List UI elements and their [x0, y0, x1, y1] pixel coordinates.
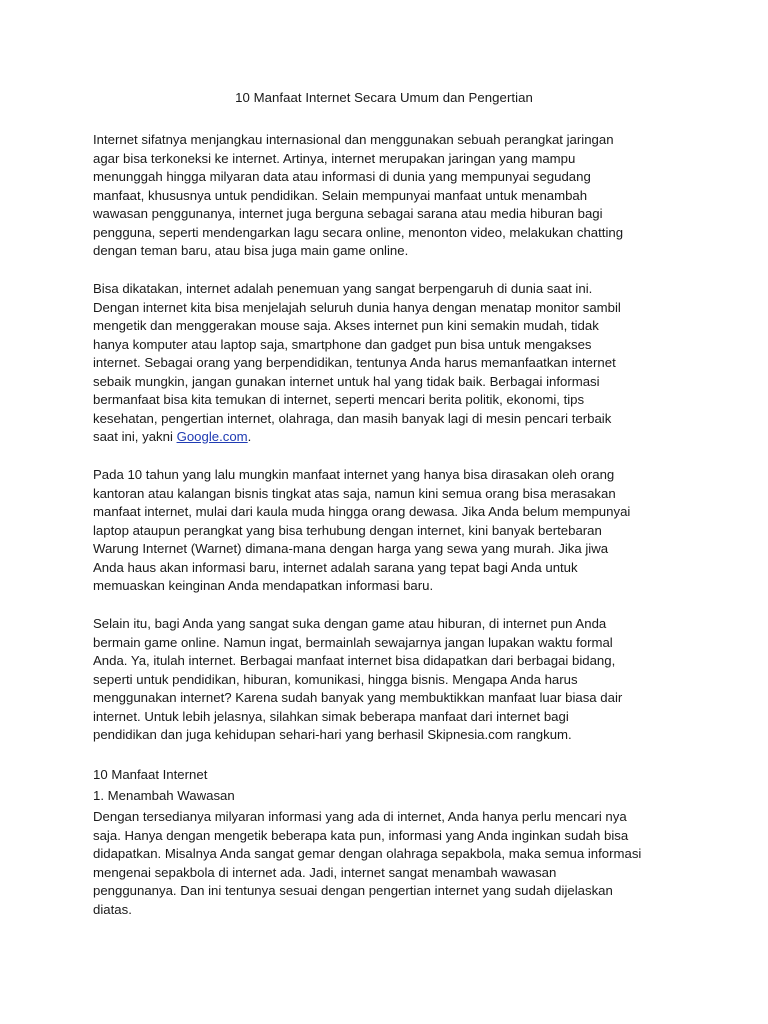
text-line: saja. Hanya dengan mengetik beberapa kata pun, informasi yang Anda inginkan sudah bisa	[93, 827, 629, 843]
text-line: Anda. Ya, itulah internet. Berbagai manfaat internet bisa didapatkan dari berbagai bidang,	[93, 653, 616, 668]
text-line: Pada 10 tahun yang lalu mungkin manfaat internet yang hanya bisa dirasakan oleh orang	[93, 467, 615, 482]
text-line: penggunanya. Dan ini tentunya sesuai dengan pengertian internet yang sudah dijelaskan	[93, 883, 613, 898]
text-line: menggunakan internet? Karena sudah banyak yang membuktikkan manfaat luar biasa dair	[93, 690, 623, 705]
subheading	[93, 787, 693, 806]
text-line: laptop ataupun perangkat yang bisa terhubung dengan internet, kini banyak bertebaran	[93, 522, 602, 538]
text-line: diatas.	[93, 901, 132, 917]
paragraph-menambah-wawasan	[93, 808, 693, 919]
text-line: Bisa dikatakan, internet adalah penemuan yang sangat berpengaruh di dunia saat ini.	[93, 281, 593, 296]
text-line: kantoran atau kalangan bisnis tingkat atas saja, namun kini semua orang bisa merasakan	[93, 485, 616, 501]
text-line: mengenai sepakbola di internet ada. Jadi, internet sangat menambah wawasan	[93, 864, 557, 880]
text-line: Dengan internet kita bisa menjelajah seluruh dunia hanya dengan menatap monitor sambil	[93, 299, 621, 315]
text-line: internet. Untuk lebih jelasnya, silahkan simak beberapa manfaat dari internet bagi	[93, 708, 569, 724]
paragraph-10-tahun	[93, 466, 693, 596]
google-link[interactable]: Google.com	[176, 429, 248, 444]
text-line-with-link	[93, 428, 693, 447]
text-line: Selain itu, bagi Anda yang sangat suka dengan game atau hiburan, di internet pun Anda	[93, 616, 607, 631]
text-line: sebaik mungkin, jangan gunakan internet untuk hal yang tidak baik. Berbagai informasi	[93, 373, 600, 389]
paragraph-penemuan	[93, 280, 693, 447]
section-heading	[93, 766, 693, 785]
document-title: 10 Manfaat Internet Secara Umum dan Pengertian	[235, 90, 533, 105]
text-line: agar bisa terkoneksi ke internet. Artinya, internet merupakan jaringan yang mampu	[93, 150, 576, 166]
text-line: bermain game online. Namun ingat, bermainlah sewajarnya jangan lupakan waktu formal	[93, 634, 613, 650]
text-line: internet. Sebagai orang yang berpendidikan, tentunya Anda harus memanfaatkan internet	[93, 355, 616, 370]
text-line: pengguna, seperti mendengarkan lagu secara online, menonton video, melakukan chatting	[93, 224, 624, 240]
paragraph-selain-itu	[93, 615, 693, 745]
text-line: Dengan tersedianya milyaran informasi yang ada di internet, Anda hanya perlu mencari nya	[93, 809, 627, 824]
text-line: manfaat internet, mulai dari kaula muda hingga orang dewasa. Jika Anda belum mempunyai	[93, 504, 631, 519]
text-line: Anda haus akan informasi baru, internet adalah sarana yang tepat bagi Anda untuk	[93, 559, 578, 575]
paragraph-intro	[93, 131, 693, 261]
text-line: memuaskan keinginan Anda mendapatkan informasi baru.	[93, 578, 434, 593]
text-line: Warung Internet (Warnet) dimana-mana dengan harga yang sewa yang murah. Jika jiwa	[93, 541, 609, 556]
text-line: didapatkan. Misalnya Anda sangat gemar dengan olahraga sepakbola, maka semua informasi	[93, 846, 642, 861]
text-fragment: .	[247, 429, 252, 444]
text-line: manfaat, khususnya untuk pendidikan. Selain mempunyai manfaat untuk menambah	[93, 187, 588, 203]
text-fragment: saat ini, yakni	[93, 429, 177, 444]
text-line: dengan teman baru, atau bisa juga main game online.	[93, 243, 409, 258]
text-line: menunggah hingga milyaran data atau informasi di dunia yang mempunyai segudang	[93, 169, 591, 184]
text-line: seperti untuk pendidikan, hiburan, komunikasi, hingga bisnis. Mengapa Anda harus	[93, 671, 578, 687]
text-line: wawasan penggunanya, internet juga berguna sebagai sarana atau media hiburan bagi	[93, 206, 603, 221]
text-line: pendidikan dan juga kehidupan sehari-hari yang berhasil Skipnesia.com rangkum.	[93, 727, 572, 742]
text-line: bermanfaat bisa kita temukan di internet, seperti mencari berita politik, ekonomi, tips	[93, 392, 585, 407]
text-line: kesehatan, pengertian internet, olahraga, dan masih banyak lagi di mesin pencari terbaik	[93, 410, 612, 426]
text-line: hanya komputer atau laptop saja, smartphone dan gadget pun bisa untuk mengakses	[93, 336, 592, 352]
text-line: Internet sifatnya menjangkau internasional dan menggunakan sebuah perangkat jaringan	[93, 132, 614, 147]
section-heading-text: 10 Manfaat Internet	[93, 767, 208, 782]
text-line: mengetik dan menggerakan mouse saja. Akses internet pun kini semakin mudah, tidak	[93, 318, 599, 333]
subheading-text: 1. Menambah Wawasan	[93, 788, 235, 803]
